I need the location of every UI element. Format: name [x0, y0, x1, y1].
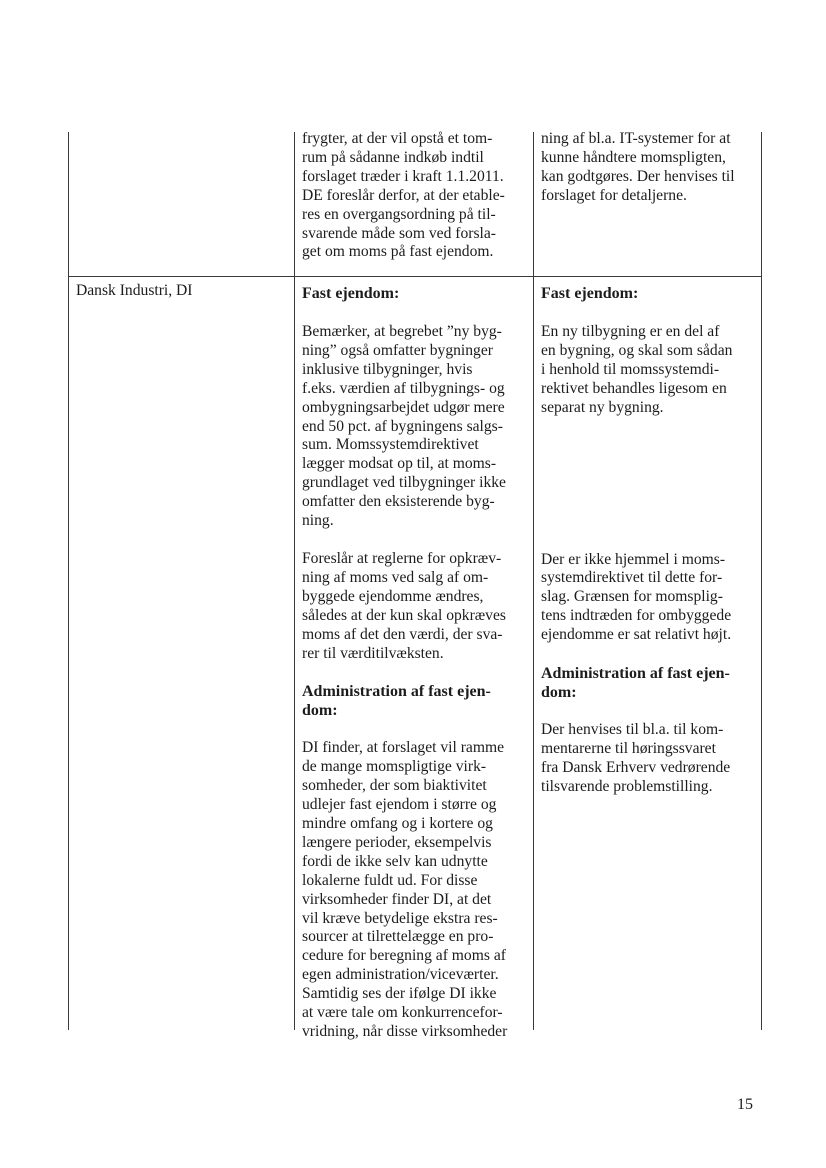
response-paragraph-2: Der er ikke hjemmel i moms- systemdirektivet til dette for- slag. Grænsen for momsplig- tens indtræden for ombyggede ejendomme er sat relativt højt.	[541, 550, 732, 644]
table-border-col1	[294, 132, 295, 1030]
response-paragraph-3: Der henvises til bl.a. til kom- mentarerne til høringssvaret fra Dansk Erhverv vedrørende tilsvarende problemstilling.	[541, 721, 731, 795]
table-border-col2	[533, 132, 534, 1030]
di-comment-paragraph-3: DI finder, at forslaget vil ramme de mange momspligtige virk- somheder, der som biaktivitet udlejer fast ejendom i større og mindre omfang og i kortere og længere perioder, eksempelvis fordi de ikke selv kan udnytte lokalerne fuldt ud. For disse virksomheder finder DI, at det vil kræve betydelige ekstra res- sourcer at tilrettelægge en pro- cedure for beregning af moms af egen administration/viceværter. Samtidig ses der ifølge DI ikke at være tale om konkurrencefor- vridning, når disse virksomheder	[302, 739, 508, 1040]
table-border-right	[761, 132, 762, 1030]
page-number: 15	[737, 1096, 753, 1113]
row1-right-cell	[541, 130, 759, 206]
table-row-divider	[68, 276, 762, 277]
row2-left-cell	[76, 282, 290, 301]
response-heading-fast-ejendom: Fast ejendom:	[541, 285, 639, 302]
table-border-left	[68, 132, 69, 1030]
di-comment-paragraph-2: Foreslår at reglerne for opkræv- ning af moms ved salg af om- byggede ejendomme ændres, således at der kun skal opkræves moms af det den værdi, der sva- rer til værditilvæksten.	[302, 549, 506, 662]
row1-right-text: ning af bl.a. IT-systemer for at kunne håndtere momspligten, kan godtgøres. Der henvises til forslaget for detaljerne.	[541, 130, 735, 204]
response-paragraph-1: En ny tilbygning er en del af en bygning, og skal som sådan i henhold til momssystemdi- rektivet behandles ligesom en separat ny bygning.	[541, 323, 733, 416]
row2-middle-cell	[302, 284, 532, 1042]
section-heading-fast-ejendom: Fast ejendom:	[302, 285, 400, 302]
row1-middle-cell	[302, 130, 530, 262]
row1-middle-text: frygter, at der vil opstå et tom- rum på sådanne indkøb indtil forslaget træder i kraft 1.1.2011. DE foreslår derfor, at der etable- res en overgangsordning på til- svarende måde som ved forsla- get om moms på fast ejendom.	[302, 130, 505, 261]
response-heading-administration: Administration af fast ejen- dom:	[541, 665, 730, 702]
row2-right-cell	[541, 284, 759, 797]
di-comment-paragraph-1: Bemærker, at begrebet ”ny byg- ning” også omfatter bygninger inklusive tilbygninger, hvis f.eks. værdien af tilbygnings- og ombygningsarbejdet udgør mere end 50 pct. af bygningens salgs- sum. Momssystemdirektivet lægger modsat op til, at moms- grundlaget ved tilbygninger ikke omfatter den eksisterende byg- ning.	[302, 323, 506, 530]
section-heading-administration: Administration af fast ejen- dom:	[302, 683, 491, 720]
organization-name: Dansk Industri, DI	[76, 282, 193, 299]
